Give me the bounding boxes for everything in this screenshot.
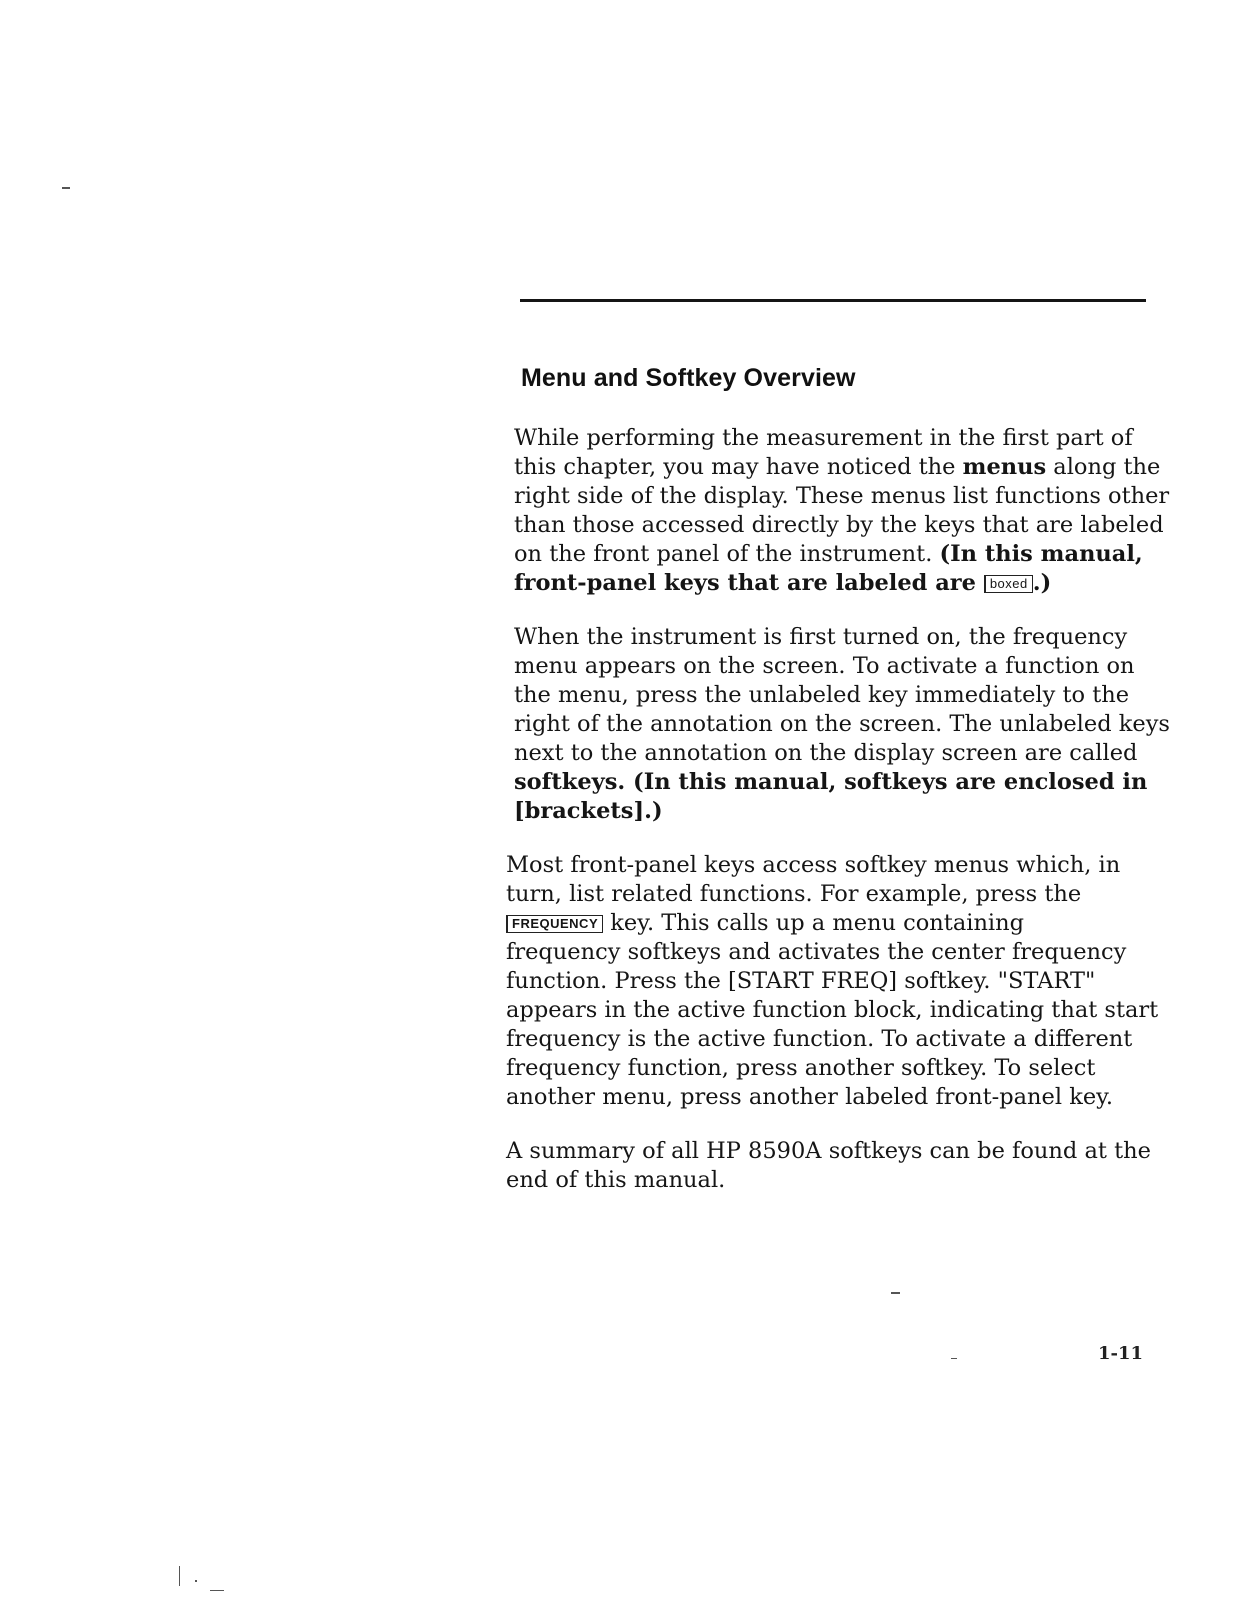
text-line: next to the annotation on the display screen are called [514, 740, 1138, 766]
text-line [514, 540, 1154, 569]
text-line: Most front-panel keys access softkey menus which, in [506, 852, 1121, 878]
text-line: right side of the display. These menus list functions other [514, 483, 1170, 509]
text-line: When the instrument is first turned on, the frequency [514, 624, 1128, 650]
text-line: right of the annotation on the screen. The unlabeled keys [514, 711, 1170, 737]
paragraph-summary [506, 1137, 1154, 1195]
text-line: than those accessed directly by the keys that are labeled [514, 512, 1164, 538]
scan-speck [179, 1566, 180, 1586]
text-line: turn, list related functions. For example, press the [506, 881, 1082, 907]
text-line: menu appears on the screen. To activate a function on [514, 653, 1135, 679]
bold-note: softkeys. (In this manual, softkeys are enclosed in [514, 769, 1148, 795]
section-heading: Menu and Softkey Overview [521, 364, 856, 392]
text-run: along the [1046, 454, 1161, 480]
scan-speck [195, 1580, 197, 1582]
paragraph-softkeys [514, 623, 1170, 826]
text-line [514, 453, 1161, 482]
paragraph-frequency [506, 851, 1159, 1112]
text-line: function. Press the [START FREQ] softkey. "START" [506, 968, 1096, 994]
frequency-key: FREQUENCY [506, 915, 603, 933]
bold-note: (In this manual, [939, 541, 1143, 567]
scan-speck [951, 1358, 957, 1359]
text-run: key. This calls up a menu containing [603, 910, 1025, 936]
text-line: end of this manual. [506, 1167, 726, 1193]
scan-speck [210, 1590, 224, 1591]
text-line: frequency is the active function. To activate a different [506, 1026, 1133, 1052]
text-line: the menu, press the unlabeled key immediately to the [514, 682, 1130, 708]
text-line [514, 569, 1154, 598]
scan-speck [62, 187, 70, 189]
page-number: 1-11 [1098, 1343, 1144, 1364]
text-line: appears in the active function block, indicating that start [506, 997, 1159, 1023]
bold-note: .) [1032, 570, 1052, 596]
boxed-key-example: boxed [984, 575, 1033, 593]
text-line: frequency softkeys and activates the center frequency [506, 939, 1127, 965]
bold-note: [brackets].) [514, 798, 663, 824]
text-line: A summary of all HP 8590A softkeys can be found at the [506, 1138, 1151, 1164]
text-line: frequency function, press another softkey. To select [506, 1055, 1096, 1081]
scan-speck [891, 1292, 900, 1294]
bold-note: front-panel keys that are labeled are [514, 570, 984, 596]
text-run: this chapter, you may have noticed the [514, 454, 963, 480]
text-line: another menu, press another labeled front-panel key. [506, 1084, 1114, 1110]
text-run: on the front panel of the instrument. [514, 541, 940, 567]
paragraph-menus [514, 424, 1170, 598]
header-rule [520, 299, 1146, 302]
body-text [506, 424, 1170, 1220]
text-line [506, 909, 1154, 938]
bold-term-menus: menus [962, 454, 1047, 480]
text-line: While performing the measurement in the first part of [514, 425, 1133, 451]
